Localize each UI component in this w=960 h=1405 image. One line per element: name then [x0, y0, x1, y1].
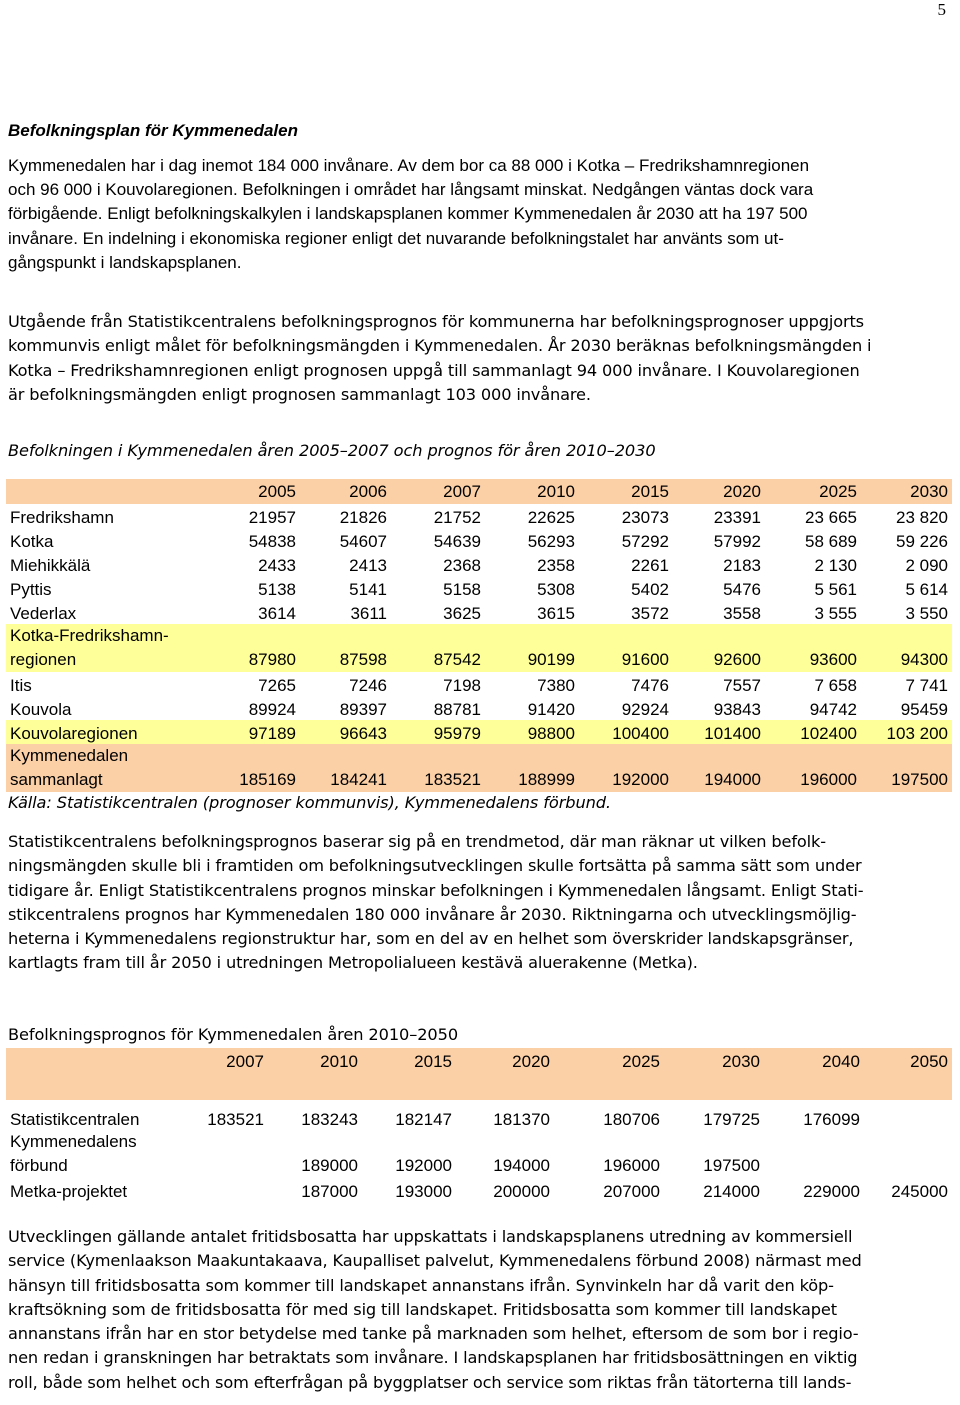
value-cell: 97189	[196, 720, 300, 744]
row-label	[6, 696, 196, 720]
value-cell	[176, 1178, 268, 1202]
row-label-line: Kotka	[10, 532, 54, 551]
table-row	[6, 744, 952, 792]
table-row	[6, 672, 952, 696]
text-line: roll, både som helhet och som efterfrågan på byggplatser och service som riktas från tätorterna till lands-	[8, 1372, 852, 1392]
value-cell: 91600	[579, 624, 673, 672]
row-label	[6, 1106, 176, 1130]
value-cell: 22625	[527, 508, 575, 527]
year-header: 2020	[673, 479, 765, 504]
value-cell: 57292	[621, 532, 669, 551]
value-cell: 54607	[339, 532, 387, 551]
row-label-line: Fredrikshamn	[10, 508, 114, 527]
header-row	[6, 479, 952, 504]
value-cell: 56293	[527, 532, 575, 551]
row-label	[6, 672, 196, 696]
text-line: kommunvis enligt målet för befolkningsmängden i Kymmenedalen. År 2030 beräknas befolkningsmängden i	[8, 336, 872, 356]
value-cell: 57992	[713, 532, 761, 551]
value-cell: 95459	[900, 700, 948, 719]
row-label	[6, 504, 196, 528]
year-header: 2005	[196, 479, 300, 504]
value-cell: 180706	[603, 1110, 660, 1129]
table-row	[6, 624, 952, 672]
row-label-line: Kotka-Fredrikshamn-	[10, 626, 169, 645]
text-line: Kymmenedalen har i dag inemot 184 000 invånare. Av dem bor ca 88 000 i Kotka – Fredrikshamnregionen	[8, 156, 810, 175]
table1-title: Befolkningen i Kymmenedalen åren 2005–2007 och prognos för åren 2010–2030	[8, 441, 656, 460]
value-cell: 196000	[765, 744, 861, 792]
value-cell: 89397	[339, 700, 387, 719]
row-label-line: Pyttis	[10, 580, 52, 599]
value-cell: 2 130	[814, 556, 857, 575]
row-label-line: Vederlax	[10, 604, 77, 623]
value-cell: 184241	[300, 744, 391, 792]
value-cell: 3625	[443, 604, 481, 623]
text-line: gångspunkt i landskapsplanen.	[8, 252, 242, 272]
year-header: 2025	[765, 479, 861, 504]
row-label	[6, 576, 196, 600]
row-label-line: Statistikcentralen	[10, 1110, 140, 1129]
value-cell: 88781	[433, 700, 481, 719]
value-cell: 179725	[703, 1110, 760, 1129]
value-cell: 23 820	[896, 508, 948, 527]
value-cell: 54639	[433, 532, 481, 551]
value-cell: 5141	[349, 580, 387, 599]
value-cell: 3572	[631, 604, 669, 623]
text-line: Utgående från Statistikcentralens befolkningsprognos för kommunerna har befolkningsprognoser uppgjorts	[8, 312, 864, 331]
value-cell: 5476	[723, 580, 761, 599]
value-cell: 101400	[673, 720, 765, 744]
value-cell	[864, 1106, 952, 1130]
value-cell: 7 741	[905, 676, 948, 695]
value-cell: 229000	[803, 1182, 860, 1201]
value-cell: 245000	[891, 1182, 948, 1201]
row-label-line: Metka-projektet	[10, 1182, 128, 1201]
text-line: annanstans ifrån har en stor betydelse med tanke på marknaden som helhet, eftersom de som bor i regio-	[8, 1324, 859, 1344]
value-cell: 189000	[301, 1156, 358, 1175]
value-cell: 192000	[579, 744, 673, 792]
value-cell	[864, 1130, 952, 1178]
year-header: 2007	[176, 1048, 268, 1100]
value-cell: 100400	[579, 720, 673, 744]
value-cell: 7 658	[814, 676, 857, 695]
row-label	[6, 1130, 176, 1178]
header-row	[6, 1048, 952, 1100]
year-header: 2030	[861, 479, 952, 504]
value-cell: 193000	[395, 1182, 452, 1201]
year-header: 2015	[362, 1048, 456, 1100]
value-cell: 214000	[703, 1182, 760, 1201]
value-cell: 3611	[350, 604, 387, 623]
table-row	[6, 1106, 952, 1130]
value-cell: 23 665	[805, 508, 857, 527]
value-cell: 188999	[485, 744, 579, 792]
text-line: stikcentralens prognos har Kymmenedalen 180 000 invånare år 2030. Riktningarna och utvecklingsmöjlig-	[8, 904, 857, 924]
value-cell: 2433	[258, 556, 296, 575]
value-cell: 3 550	[905, 604, 948, 623]
row-label-line: förbund	[10, 1156, 68, 1175]
value-cell: 196000	[603, 1156, 660, 1175]
text-line: Kotka – Fredrikshamnregionen enligt prognosen uppgå till sammanlagt 94 000 invånare. I Kouvolaregionen	[8, 360, 860, 380]
value-cell: 7476	[631, 676, 669, 695]
text-line: och 96 000 i Kouvolaregionen. Befolkningen i området har långsamt minskat. Nedgången väntas dock vara	[8, 180, 814, 200]
value-cell: 93843	[713, 700, 761, 719]
forecast-table	[6, 1048, 952, 1202]
value-cell: 2368	[443, 556, 481, 575]
row-label-line: regionen	[10, 650, 77, 669]
value-cell: 23073	[621, 508, 669, 527]
table-row	[6, 696, 952, 720]
value-cell	[764, 1130, 864, 1178]
row-label	[6, 528, 196, 552]
header-corner	[6, 1048, 176, 1100]
value-cell: 58 689	[805, 532, 857, 551]
value-cell: 5402	[631, 580, 669, 599]
table-row	[6, 720, 952, 744]
intro-paragraph	[8, 154, 813, 275]
text-line: förbigående. Enligt befolkningskalkylen i landskapsplanen kommer Kymmenedalen år 2030 att ha 197 500	[8, 204, 808, 224]
value-cell: 183243	[301, 1110, 358, 1129]
row-label-line: Kouvola	[10, 700, 72, 719]
value-cell: 7265	[258, 676, 296, 695]
year-header: 2040	[764, 1048, 864, 1100]
prognosis-paragraph	[8, 310, 871, 407]
row-label-line: Itis	[10, 676, 32, 695]
value-cell: 87980	[196, 624, 300, 672]
value-cell: 5308	[537, 580, 575, 599]
value-cell: 5158	[443, 580, 481, 599]
population-table	[6, 479, 952, 792]
value-cell: 3558	[723, 604, 761, 623]
row-label	[6, 744, 196, 792]
value-cell: 192000	[395, 1156, 452, 1175]
value-cell: 54838	[248, 532, 296, 551]
value-cell: 183521	[207, 1110, 264, 1129]
value-cell: 185169	[196, 744, 300, 792]
value-cell: 182147	[395, 1110, 452, 1129]
value-cell: 197500	[703, 1156, 760, 1175]
value-cell: 102400	[765, 720, 861, 744]
value-cell: 91420	[527, 700, 575, 719]
table-row	[6, 576, 952, 600]
value-cell: 197500	[861, 744, 952, 792]
value-cell: 7380	[537, 676, 575, 695]
value-cell	[176, 1130, 268, 1178]
row-label-line: Kouvolaregionen	[10, 724, 138, 743]
text-line: hänsyn till fritidsbosatta som kommer till landskapet annanstans ifrån. Synvinkeln har då varit den köp-	[8, 1275, 834, 1295]
value-cell: 95979	[391, 720, 485, 744]
value-cell: 5138	[258, 580, 296, 599]
text-line: nen redan i granskningen har betraktats som invånare. I landskapsplanen har fritidsbosättningen en viktig	[8, 1348, 858, 1368]
row-label	[6, 600, 196, 624]
value-cell: 2183	[723, 556, 761, 575]
value-cell: 2261	[631, 556, 669, 575]
text-line: är befolkningsmängden enligt prognosen sammanlagt 103 000 invånare.	[8, 384, 591, 404]
value-cell: 87542	[391, 624, 485, 672]
value-cell: 2413	[349, 556, 387, 575]
text-line: service (Kymenlaakson Maakuntakaava, Kaupalliset palvelut, Kymmenedalens förbund 2008) närmast med	[8, 1251, 862, 1271]
text-line: kartlagts fram till år 2050 i utredningen Metropolialueen kestävä aluerakenne (Metka).	[8, 953, 698, 973]
text-line: Statistikcentralens befolkningsprognos baserar sig på en trendmetod, där man räknar ut vilken befolk-	[8, 832, 826, 851]
value-cell: 187000	[301, 1182, 358, 1201]
value-cell: 103 200	[861, 720, 952, 744]
table1-source: Källa: Statistikcentralen (prognoser kommunvis), Kymmenedalens förbund.	[8, 793, 611, 812]
value-cell: 181370	[493, 1110, 550, 1129]
value-cell: 21957	[248, 508, 296, 527]
table-row	[6, 600, 952, 624]
table-row	[6, 1130, 952, 1178]
year-header: 2006	[300, 479, 391, 504]
row-label-line: Miehikkälä	[10, 556, 91, 575]
row-label	[6, 624, 196, 672]
value-cell: 89924	[248, 700, 296, 719]
table-row	[6, 552, 952, 576]
row-label-line: Kymmenedalen	[10, 746, 129, 765]
value-cell: 98800	[485, 720, 579, 744]
value-cell: 7198	[443, 676, 481, 695]
value-cell: 3615	[537, 604, 575, 623]
value-cell: 92600	[673, 624, 765, 672]
value-cell: 5 561	[814, 580, 857, 599]
value-cell: 87598	[300, 624, 391, 672]
value-cell: 194000	[493, 1156, 550, 1175]
value-cell: 200000	[493, 1182, 550, 1201]
value-cell: 7246	[349, 676, 387, 695]
text-line: heterna i Kymmenedalens regionstruktur har, som en del av en helhet som överskrider landskapsgränser,	[8, 929, 854, 949]
row-label	[6, 1178, 176, 1202]
value-cell: 3614	[258, 604, 296, 623]
text-line: invånare. En indelning i ekonomiska regioner enligt det nuvarande befolkningstalet har använts som ut-	[8, 228, 784, 248]
page-number: 5	[937, 0, 946, 19]
row-label	[6, 720, 196, 744]
year-header: 2015	[579, 479, 673, 504]
value-cell: 94300	[861, 624, 952, 672]
header-corner	[6, 479, 196, 504]
value-cell: 90199	[485, 624, 579, 672]
value-cell: 207000	[603, 1182, 660, 1201]
year-header: 2020	[456, 1048, 554, 1100]
value-cell: 93600	[765, 624, 861, 672]
value-cell: 183521	[391, 744, 485, 792]
year-header: 2025	[554, 1048, 664, 1100]
year-header: 2050	[864, 1048, 952, 1100]
year-header: 2010	[485, 479, 579, 504]
table-row	[6, 528, 952, 552]
value-cell: 92924	[621, 700, 669, 719]
text-line: tidigare år. Enligt Statistikcentralens prognos minskar befolkningen i Kymmenedalen långsamt. Enligt Stati-	[8, 880, 864, 900]
year-header: 2030	[664, 1048, 764, 1100]
row-label	[6, 552, 196, 576]
value-cell: 23391	[713, 508, 761, 527]
row-label-line: sammanlagt	[10, 770, 103, 789]
value-cell: 7557	[723, 676, 761, 695]
trend-paragraph	[8, 830, 863, 976]
value-cell: 3 555	[814, 604, 857, 623]
text-line: Utvecklingen gällande antalet fritidsbosatta har uppskattats i landskapsplanens utredning av kommersiell	[8, 1227, 853, 1246]
leisure-paragraph	[8, 1225, 862, 1395]
value-cell: 21752	[433, 508, 481, 527]
table2-title: Befolkningsprognos för Kymmenedalen åren 2010–2050	[8, 1025, 459, 1044]
row-label-line: Kymmenedalens	[10, 1132, 137, 1151]
value-cell: 2 090	[905, 556, 948, 575]
value-cell: 21826	[339, 508, 387, 527]
value-cell: 96643	[300, 720, 391, 744]
year-header: 2010	[268, 1048, 362, 1100]
value-cell: 94742	[809, 700, 857, 719]
table-row	[6, 504, 952, 528]
text-line: ningsmängden skulle bli i framtiden om befolkningsutvecklingen skulle fortsätta på samma sätt som under	[8, 856, 862, 876]
value-cell: 194000	[673, 744, 765, 792]
value-cell: 5 614	[905, 580, 948, 599]
section-heading: Befolkningsplan för Kymmenedalen	[8, 121, 298, 140]
year-header: 2007	[391, 479, 485, 504]
text-line: kraftsökning som de fritidsbosatta för med sig till landskapet. Fritidsbosatta som kommer till landskapet	[8, 1299, 837, 1319]
value-cell: 59 226	[896, 532, 948, 551]
value-cell: 2358	[537, 556, 575, 575]
table-row	[6, 1178, 952, 1202]
value-cell: 176099	[803, 1110, 860, 1129]
